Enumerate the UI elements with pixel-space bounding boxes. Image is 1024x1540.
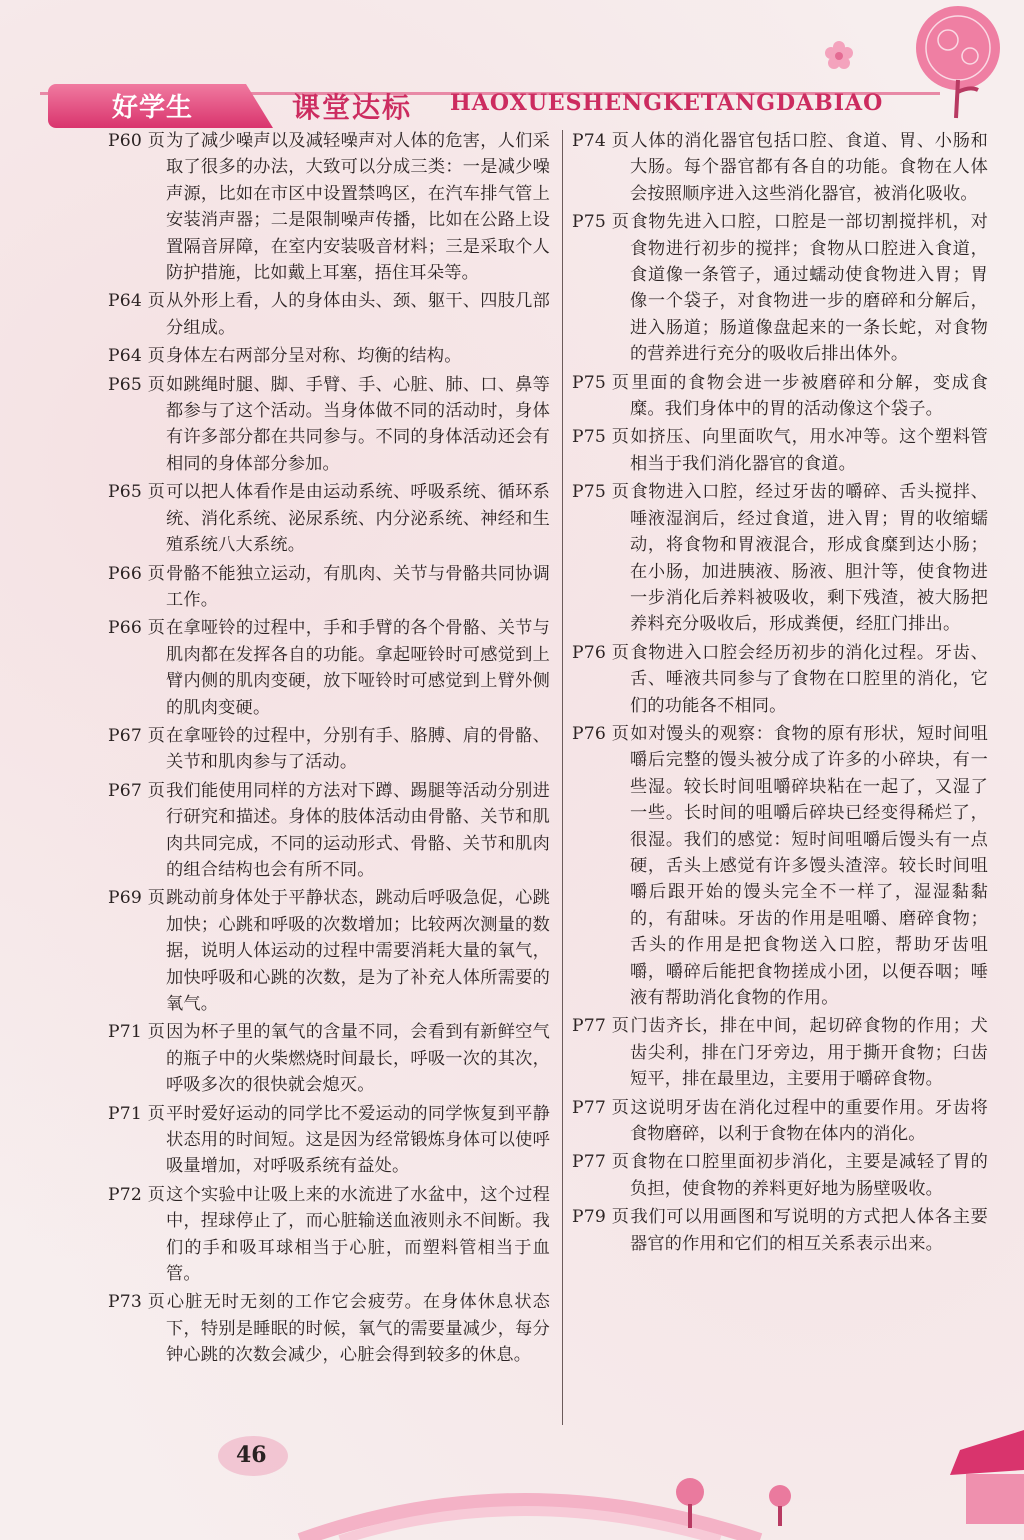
entry-page-label: P74 页	[572, 131, 630, 151]
entry-text: 食物进入口腔，经过牙齿的嚼碎、舌头搅拌、唾液湿润后，经过食道，进入胃；胃的收缩蠕动，将食物和胃液混合，形成食糜到达小肠；在小肠，加进胰液、肠液、胆汁等，使食物进一步消化后养料被吸收，剩下残渣，被大肠把养料充分吸收后，形成粪便，经肛门排出。	[630, 482, 988, 635]
answer-entry	[572, 1013, 988, 1092]
house-icon	[950, 1430, 1024, 1524]
small-tree-icon	[769, 1485, 791, 1526]
entry-text: 在拿哑铃的过程中，手和手臂的各个骨骼、关节与肌肉都在发挥各自的功能。拿起哑铃时可感觉到上臂内侧的肌肉变硬，放下哑铃时可感觉到上臂外侧的肌肉变硬。	[166, 618, 550, 718]
answer-entry	[572, 1095, 988, 1148]
answer-entry	[108, 372, 550, 478]
answer-entry	[108, 615, 550, 721]
entry-page-label: P71 页	[108, 1022, 166, 1043]
answer-entry	[572, 209, 988, 367]
entry-page-label: P76 页	[572, 642, 630, 663]
page-header	[0, 0, 1024, 140]
entry-page-label: P79 页	[572, 1207, 630, 1228]
entry-text: 里面的食物会进一步被磨碎和分解，变成食糜。我们身体中的胃的活动像这个袋子。	[630, 372, 988, 420]
entry-page-label: P66 页	[108, 618, 166, 639]
entry-text: 食物进入口腔会经历初步的消化过程。牙齿、舌、唾液共同参与了食物在口腔里的消化，它们的功能各不相同。	[630, 642, 988, 716]
entry-page-label: P71 页	[108, 1103, 166, 1124]
entry-text: 身体左右两部分呈对称、均衡的结构。	[166, 346, 462, 367]
answer-entry	[572, 1149, 988, 1202]
answer-entry	[108, 343, 550, 369]
brand-pinyin: HAOXUESHENGKETANGDABIAO	[450, 90, 884, 116]
entry-text: 如挤压、向里面吹气，用水冲等。这个塑料管相当于我们消化器官的食道。	[630, 427, 988, 474]
entry-page-label: P77 页	[572, 1097, 630, 1118]
brand-subtitle: 课堂达标	[292, 91, 413, 124]
entry-page-label: P60 页	[108, 131, 166, 151]
answer-entry	[108, 1182, 550, 1288]
answer-entry	[108, 1289, 550, 1368]
answer-entry	[108, 128, 550, 286]
answer-entry	[572, 128, 988, 207]
entry-text: 跳动前身体处于平静状态，跳动后呼吸急促，心跳加快；心跳和呼吸的次数增加；比较两次测量的数据，说明人体运动的过程中需要消耗大量的氧气，加快呼吸和心跳的次数，是为了补充人体所需要的氧气。	[166, 888, 550, 1014]
page-number: 46	[236, 1442, 267, 1468]
entry-page-label: P77 页	[572, 1152, 630, 1173]
entry-text: 骨骼不能独立运动，有肌肉、关节与骨骼共同协调工作。	[166, 563, 550, 610]
entry-page-label: P65 页	[108, 482, 166, 503]
answer-entry	[572, 370, 988, 423]
entry-page-label: P72 页	[108, 1184, 166, 1205]
entry-text: 为了减少噪声以及减轻噪声对人体的危害，人们采取了很多的办法，大致可以分成三类：一是减少噪声源，比如在市区中设置禁鸣区，在汽车排气管上安装消声器；二是限制噪声传播，比如在公路上设置隔音屏障，在室内安装吸音材料；三是采取个人防护措施，比如戴上耳塞，捂住耳朵等。	[166, 131, 550, 284]
answer-entry	[572, 721, 988, 1011]
answer-entry	[108, 561, 550, 614]
entry-page-label: P76 页	[572, 723, 630, 744]
entry-text: 食物在口腔里面初步消化，主要是减轻了胃的负担，使食物的养料更好地为肠壁吸收。	[630, 1152, 988, 1199]
entry-page-label: P64 页	[108, 346, 166, 367]
entry-text: 食物先进入口腔，口腔是一部切割搅拌机，对食物进行初步的搅拌；食物从口腔进入食道，食道像一条管子，通过蠕动使食物进入胃；胃像一个袋子，对食物进一步的磨碎和分解后，进入肠道；肠道像盘起来的一条长蛇，对食物的营养进行充分的吸收后排出体外。	[630, 212, 988, 365]
left-column	[108, 128, 550, 1371]
answer-entry	[572, 640, 988, 719]
footer-decoration	[0, 1430, 1024, 1540]
entry-text: 我们能使用同样的方法对下蹲、踢腿等活动分别进行研究和描述。身体的肢体活动由骨骼、关节和肌肉共同完成，不同的运动形式、骨骼、关节和肌肉的组合结构也会有所不同。	[166, 780, 550, 880]
answer-entry	[572, 424, 988, 477]
tree-icon	[896, 0, 1016, 120]
entry-text: 如对馒头的观察：食物的原有形状，短时间咀嚼后完整的馒头被分成了许多的小碎块，有一些湿。较长时间咀嚼碎块粘在一起了，又湿了一些。长时间的咀嚼后碎块已经变得稀烂了，很湿。我们的感觉：短时间咀嚼后馒头有一点硬，舌头上感觉有许多馒头渣滓。较长时间咀嚼后跟开始的馒头完全不一样了，湿湿黏黏的，有甜味。牙齿的作用是咀嚼、磨碎食物；舌头的作用是把食物送入口腔，帮助牙齿咀嚼，嚼碎后能把食物搓成小团，以便吞咽；唾液有帮助消化食物的作用。	[630, 723, 988, 1008]
entry-page-label: P69 页	[108, 888, 166, 909]
answer-entry	[572, 479, 988, 637]
entry-page-label: P75 页	[572, 427, 630, 448]
entry-text: 人体的消化器官包括口腔、食道、胃、小肠和大肠。每个器官都有各自的功能。食物在人体会按照顺序进入这些消化器官，被消化吸收。	[630, 131, 988, 204]
entry-page-label: P73 页	[108, 1292, 166, 1313]
entry-page-label: P67 页	[108, 725, 166, 746]
answer-entry	[108, 778, 550, 884]
entry-page-label: P77 页	[572, 1016, 630, 1037]
entry-page-label: P65 页	[108, 374, 166, 395]
answer-entry	[108, 1101, 550, 1180]
entry-text: 心脏无时无刻的工作它会疲劳。在身体休息状态下，特别是睡眠的时候，氧气的需要量减少，每分钟心跳的次数会减少，心脏会得到较多的休息。	[166, 1292, 550, 1366]
answer-entry	[108, 1019, 550, 1098]
entry-text: 这个实验中让吸上来的水流进了水盆中，这个过程中，捏球停止了，而心脏输送血液则永不间断。我们的手和吸耳球相当于心脏，而塑料管相当于血管。	[166, 1184, 550, 1285]
entry-text: 我们可以用画图和写说明的方式把人体各主要器官的作用和它们的相互关系表示出来。	[630, 1207, 988, 1254]
entry-text: 可以把人体看作是由运动系统、呼吸系统、循环系统、消化系统、泌尿系统、内分泌系统、神经和生殖系统八大系统。	[166, 482, 550, 556]
entry-text: 如跳绳时腿、脚、手臂、手、心脏、肺、口、鼻等都参与了这个活动。当身体做不同的活动时，身体有许多部分都在共同参与。不同的身体活动还会有相同的身体部分参加。	[166, 374, 550, 474]
answer-entry	[572, 1204, 988, 1257]
answer-entry	[108, 723, 550, 776]
answer-entry	[108, 479, 550, 558]
entry-page-label: P75 页	[572, 482, 630, 503]
answer-entry	[108, 288, 550, 341]
entry-page-label: P64 页	[108, 291, 166, 312]
entry-text: 在拿哑铃的过程中，分别有手、胳膊、肩的骨骼、关节和肌肉参与了活动。	[166, 725, 550, 773]
flower-icon	[822, 38, 856, 72]
entry-text: 平时爱好运动的同学比不爱运动的同学恢复到平静状态用的时间短。这是因为经常锻炼身体可以使呼吸量增加，对呼吸系统有益处。	[166, 1103, 550, 1177]
right-column	[572, 128, 988, 1259]
entry-page-label: P66 页	[108, 563, 166, 584]
entry-text: 门齿齐长，排在中间，起切碎食物的作用；犬齿尖利，排在门牙旁边，用于撕开食物；臼齿短平，排在最里边，主要用于嚼碎食物。	[630, 1016, 988, 1090]
brand-name: 好学生	[112, 93, 194, 123]
entry-text: 这说明牙齿在消化过程中的重要作用。牙齿将食物磨碎，以利于食物在体内的消化。	[630, 1097, 988, 1145]
entry-page-label: P75 页	[572, 372, 630, 393]
column-divider	[562, 130, 563, 1425]
entry-text: 从外形上看，人的身体由头、颈、躯干、四肢几部分组成。	[166, 291, 550, 338]
entry-page-label: P75 页	[572, 212, 630, 233]
answer-entry	[108, 885, 550, 1017]
entry-text: 因为杯子里的氧气的含量不同，会看到有新鲜空气的瓶子中的火柴燃烧时间最长，呼吸一次的其次，呼吸多次的很快就会熄灭。	[166, 1022, 550, 1096]
entry-page-label: P67 页	[108, 780, 166, 801]
